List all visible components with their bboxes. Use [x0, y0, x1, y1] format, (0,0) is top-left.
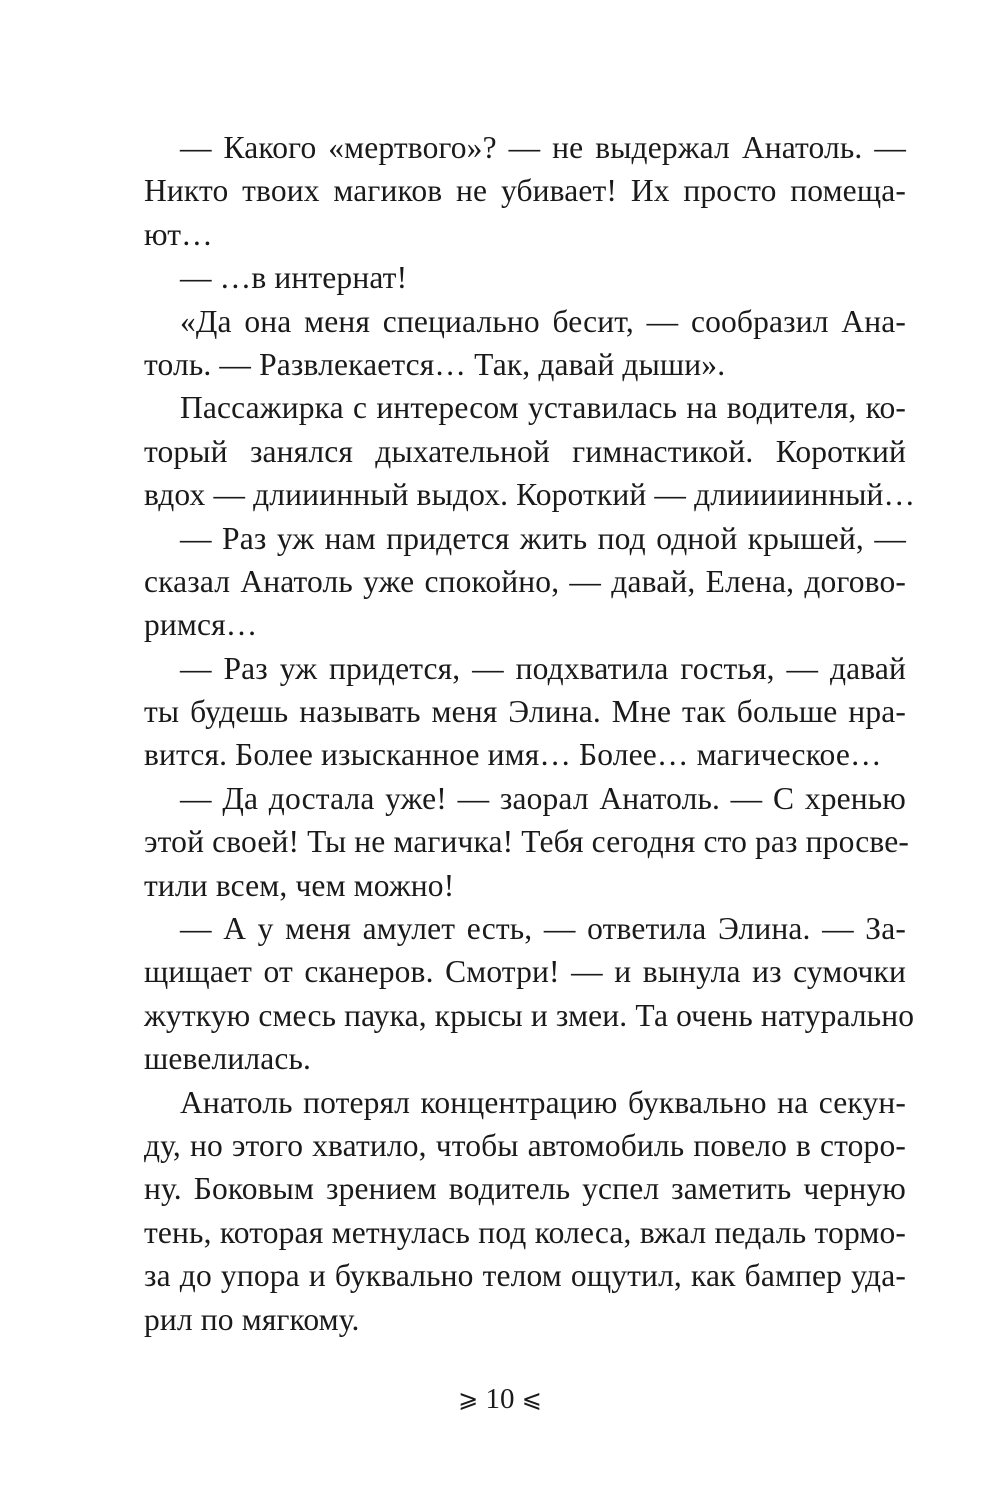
text-line: ют…: [144, 216, 213, 252]
text-line: за до упора и буквально телом ощутил, как бампер уда-: [144, 1258, 906, 1294]
text-line: римся…: [144, 607, 258, 643]
page-number-footer: [0, 1381, 1000, 1417]
text-line: рил по мягкому.: [144, 1301, 360, 1337]
text-line: — Да достала уже! — заорал Анатоль. — С хренью: [180, 780, 906, 816]
text-line: вдох — длииинный выдох. Короткий — длииииинный…: [144, 477, 916, 513]
text-line: Пассажирка с интересом уставилась на водителя, ко-: [180, 390, 906, 426]
right-ornament-icon: ⩽: [521, 1385, 542, 1413]
text-line: Никто твоих магиков не убивает! Их просто помеща-: [144, 173, 906, 209]
left-ornament-icon: ⩾: [458, 1385, 479, 1413]
text-line: — Раз уж нам придется жить под одной крышей, —: [180, 520, 906, 556]
text-line: ну. Боковым зрением водитель успел заметить черную: [144, 1171, 906, 1207]
text-line: тили всем, чем можно!: [144, 867, 455, 903]
text-line: — А у меня амулет есть, — ответила Элина. — За-: [180, 911, 906, 947]
text-line: Анатоль потерял концентрацию буквально на секун-: [180, 1084, 906, 1120]
text-line: вится. Более изысканное имя… Более… магическое…: [144, 737, 882, 773]
text-line: щищает от сканеров. Смотри! — и вынула из сумочки: [144, 954, 906, 990]
text-line: сказал Анатоль уже спокойно, — давай, Елена, догово-: [144, 563, 906, 599]
text-line: этой своей! Ты не магичка! Тебя сегодня сто раз просве-: [144, 824, 909, 860]
text-line: торый занялся дыхательной гимнастикой. Короткий: [144, 433, 906, 469]
text-line: шевелилась.: [144, 1041, 312, 1077]
text-line: — Какого «мертвого»? — не выдержал Анатоль. —: [180, 130, 906, 165]
text-line: «Да она меня специально бесит, — сообразил Ана-: [180, 303, 906, 339]
text-line: жуткую смесь паука, крысы и змеи. Та очень натурально: [144, 997, 915, 1033]
text-line: ты будешь называть меня Элина. Мне так больше нра-: [144, 694, 906, 730]
text-line: ду, но этого хватило, чтобы автомобиль повело в сторо-: [144, 1127, 906, 1163]
text-line: — …в интернат!: [180, 260, 408, 296]
text-line: толь. — Развлекается… Так, давай дыши».: [144, 346, 726, 382]
text-line: тень, которая метнулась под колеса, вжал педаль тормо-: [144, 1214, 906, 1250]
text-line: — Раз уж придется, — подхватила гостья, — давай: [180, 650, 906, 686]
body-text: [144, 126, 916, 1341]
page-number: 10: [485, 1383, 515, 1415]
